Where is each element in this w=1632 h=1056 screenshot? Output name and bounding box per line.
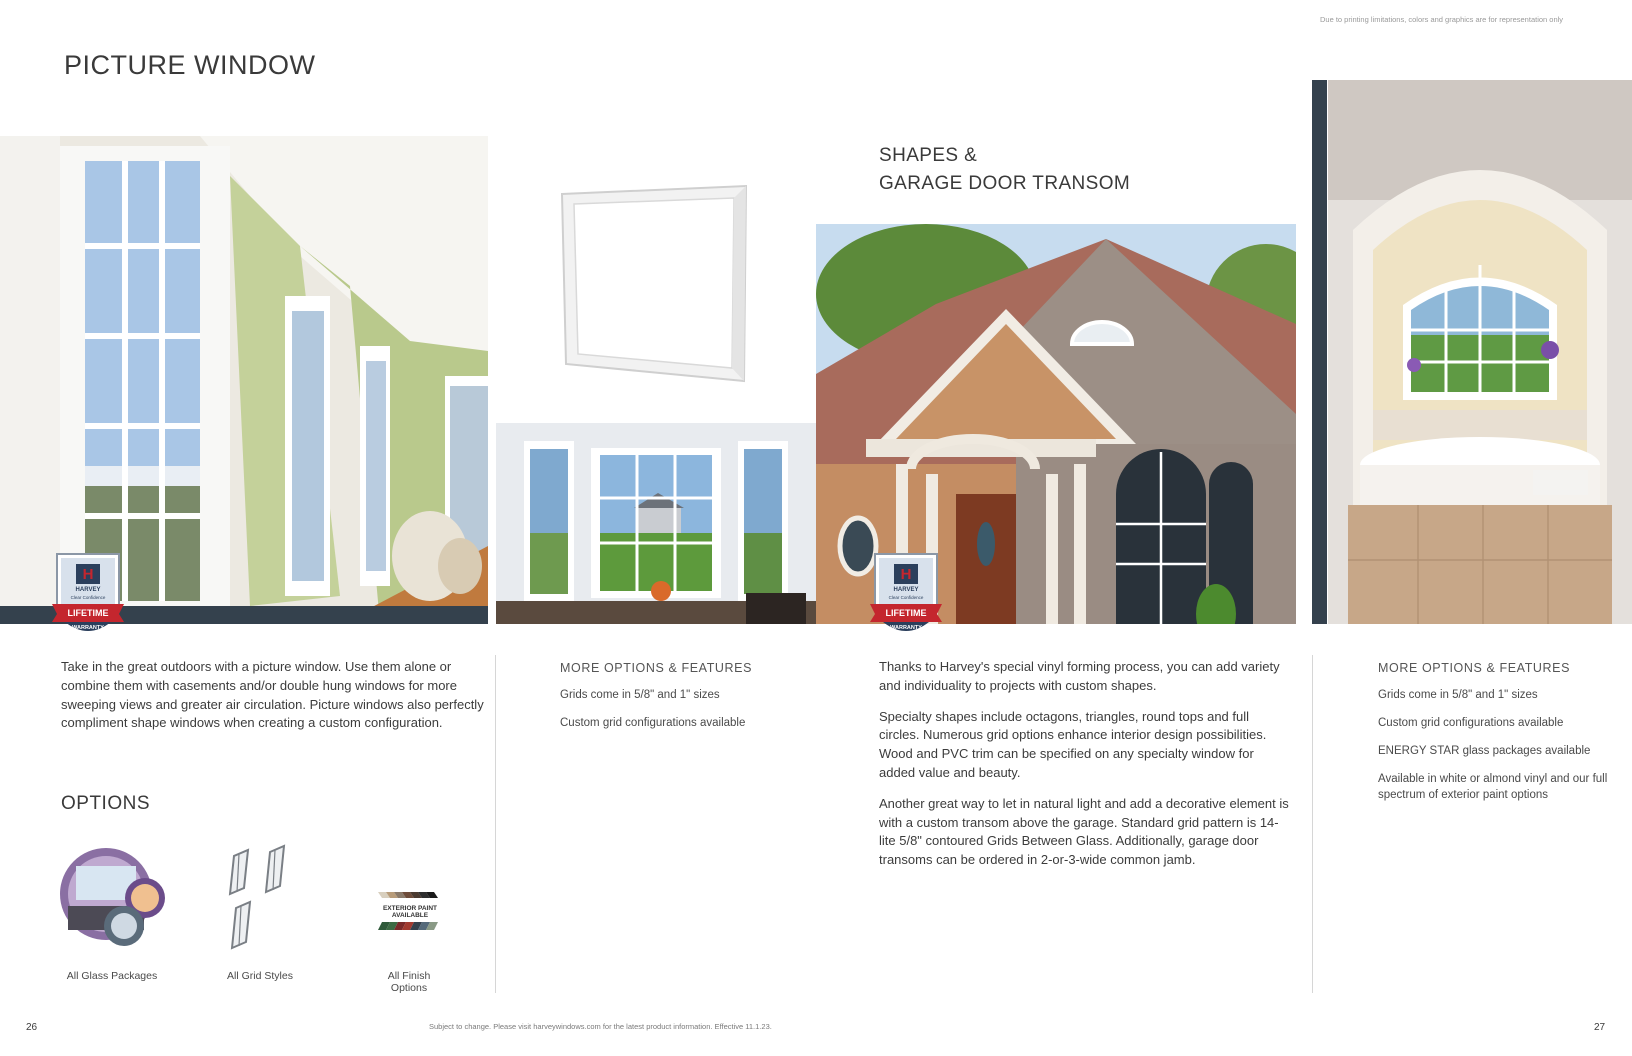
picture-window-description: Take in the great outdoors with a picture window. Use them alone or combine them with casements and/or double hung windows for more sweeping views and greater air circulation. Picture windows also perfectly compliment shape windows when creating a custom configuration.	[61, 659, 484, 731]
feature-item: Custom grid configurations available	[560, 717, 746, 729]
bay-window-photo	[496, 423, 816, 624]
disclaimer-text: Due to printing limitations, colors and graphics are for representation only	[1320, 15, 1564, 24]
options-title: OPTIONS	[61, 793, 151, 814]
shapes-description	[879, 658, 1289, 882]
page-number-right: 27	[1594, 1022, 1606, 1033]
option-label-grid: All Grid Styles	[227, 970, 293, 982]
features-heading: MORE OPTIONS & FEATURES	[1378, 661, 1571, 675]
bathroom-photo	[1328, 80, 1632, 624]
badge-tagline: Clear Confidence	[70, 595, 106, 600]
section-title-line2: GARAGE DOOR TRANSOM	[879, 173, 1131, 194]
svg-text:H: H	[82, 566, 94, 583]
option-label-finish-line2: Options	[390, 982, 428, 994]
badge-brand: HARVEY	[893, 587, 919, 593]
lifetime-warranty-badge	[869, 548, 943, 644]
shapes-features	[1378, 661, 1608, 803]
badge-ribbon-top: LIFETIME	[885, 608, 927, 618]
option-label-glass: All Glass Packages	[66, 970, 158, 982]
grid-styles-icon	[226, 844, 296, 952]
badge-tagline: Clear Confidence	[888, 595, 924, 600]
feature-item: Available in white or almond vinyl and our full spectrum of exterior paint options	[1378, 773, 1608, 801]
badge-ribbon-bottom: WARRANTY	[72, 625, 104, 631]
features-heading: MORE OPTIONS & FEATURES	[560, 661, 753, 675]
feature-item: ENERGY STAR glass packages available	[1378, 745, 1591, 757]
column-divider	[1312, 655, 1313, 993]
picture-window-product-image	[496, 136, 816, 422]
paint-icon-text-line2: AVAILABLE	[391, 912, 429, 919]
exterior-paint-icon	[376, 890, 444, 934]
picture-window-features	[560, 661, 800, 731]
feature-item: Grids come in 5/8" and 1" sizes	[560, 689, 720, 701]
badge-brand: HARVEY	[75, 587, 101, 593]
section-title	[879, 142, 1130, 198]
shapes-paragraph: Specialty shapes include octagons, triangles, round tops and full circles. Numerous grid options enhance interior design possibilities. Wood and PVC trim can be specified on any specialty window for added value and beauty.	[879, 708, 1267, 780]
badge-ribbon-top: LIFETIME	[67, 608, 109, 618]
glass-packages-icon	[60, 846, 168, 946]
column-divider	[495, 655, 496, 993]
feature-item: Custom grid configurations available	[1378, 717, 1564, 729]
badge-ribbon-bottom: WARRANTY	[890, 625, 922, 631]
section-title-line1: SHAPES &	[879, 145, 978, 166]
feature-item: Grids come in 5/8" and 1" sizes	[1378, 689, 1538, 701]
bathroom-accent-bar	[1312, 80, 1327, 624]
option-label-finish	[359, 970, 459, 994]
page-title: PICTURE WINDOW	[64, 50, 316, 80]
svg-text:H: H	[900, 566, 912, 583]
paint-icon-text-line1: EXTERIOR PAINT	[382, 905, 438, 912]
lifetime-warranty-badge	[51, 548, 125, 644]
option-label-finish-line1: All Finish	[387, 970, 431, 982]
shapes-paragraph: Thanks to Harvey's special vinyl forming process, you can add variety and individuality to projects with custom shapes.	[879, 659, 1280, 693]
shapes-paragraph: Another great way to let in natural light and add a decorative element is with a custom transom above the garage. Standard grid pattern is 14-lite 5/8" contoured Grids Between Glass. Additionally, garage door transoms can be ordered in 2-or-3-wide common jamb.	[879, 795, 1289, 868]
footer-note: Subject to change. Please visit harveywindows.com for the latest product information. Effective 11.1.23.	[429, 1022, 772, 1031]
page-number-left: 26	[26, 1022, 38, 1033]
